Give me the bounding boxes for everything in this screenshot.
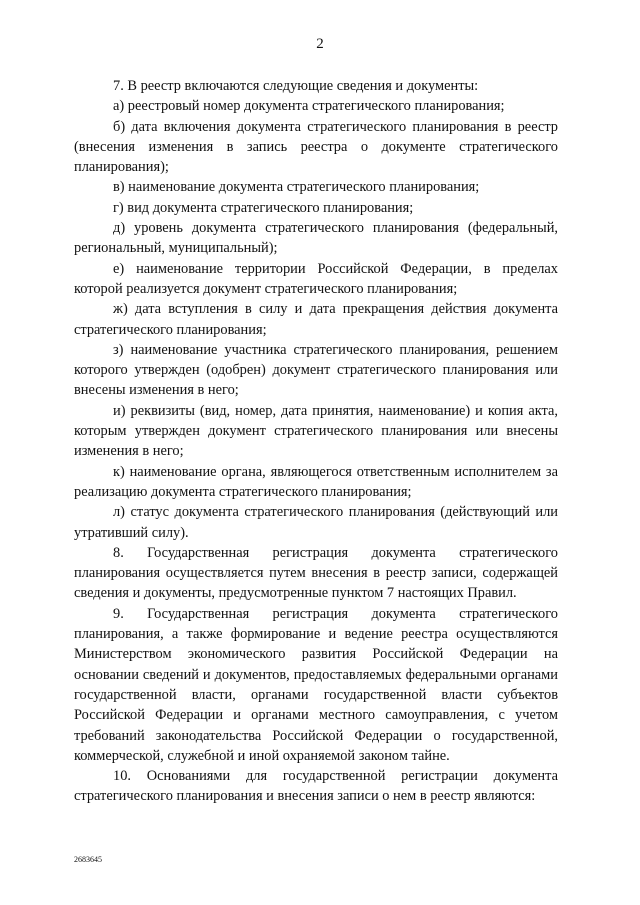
list-item-k: к) наименование органа, являющегося ответственным исполнителем за реализацию документа стратегического планирования; xyxy=(74,463,558,500)
paragraph-8: 8. Государственная регистрация документа стратегического планирования осуществляется путем внесения в реестр записи, содержащей сведения и документы, предусмотренные пунктом 7 настоящих Правил. xyxy=(74,544,558,602)
list-item-g: г) вид документа стратегического планирования; xyxy=(113,199,414,216)
page-number: 2 xyxy=(316,36,324,52)
document-body xyxy=(74,76,558,807)
paragraph-9: 9. Государственная регистрация документа стратегического планирования, а также формирование и ведение реестра осуществляются Министерством экономического развития Российской Федерации на основании сведений и документов, предоставляемых федеральными органами государственной власти, органами государственной власти субъектов Российской Федерации и органами местного самоуправления, с учетом требований законодательства Российской Федерации о государственной, коммерческой, служебной и иной охраняемой законом тайне. xyxy=(74,605,558,764)
list-item-b: б) дата включения документа стратегического планирования в реестр (внесения изменения в запись реестра о документе стратегического планирования); xyxy=(74,118,558,176)
list-item-e: е) наименование территории Российской Федерации, в пределах которой реализуется документ стратегического планирования; xyxy=(74,260,558,297)
list-item-z: з) наименование участника стратегического планирования, решением которого утвержден (одобрен) документ стратегического планирования или внесены изменения в него; xyxy=(74,341,558,399)
list-item-v: в) наименование документа стратегического планирования; xyxy=(113,179,480,196)
list-item-a: а) реестровый номер документа стратегического планирования; xyxy=(113,98,505,115)
list-item-l: л) статус документа стратегического планирования (действующий или утративший силу). xyxy=(74,504,558,541)
list-item-i: и) реквизиты (вид, номер, дата принятия, наименование) и копия акта, которым утвержден документ стратегического планирования или внесены изменения в него; xyxy=(74,402,558,460)
document-code: 2683645 xyxy=(74,855,102,864)
paragraph-10: 10. Основаниями для государственной регистрации документа стратегического планирования и внесения записи о нем в реестр являются: xyxy=(74,768,558,805)
list-item-zh: ж) дата вступления в силу и дата прекращения действия документа стратегического планирования; xyxy=(74,301,558,338)
list-item-d: д) уровень документа стратегического планирования (федеральный, региональный, муниципальный); xyxy=(74,220,558,257)
paragraph-7: 7. В реестр включаются следующие сведения и документы: xyxy=(113,78,479,94)
